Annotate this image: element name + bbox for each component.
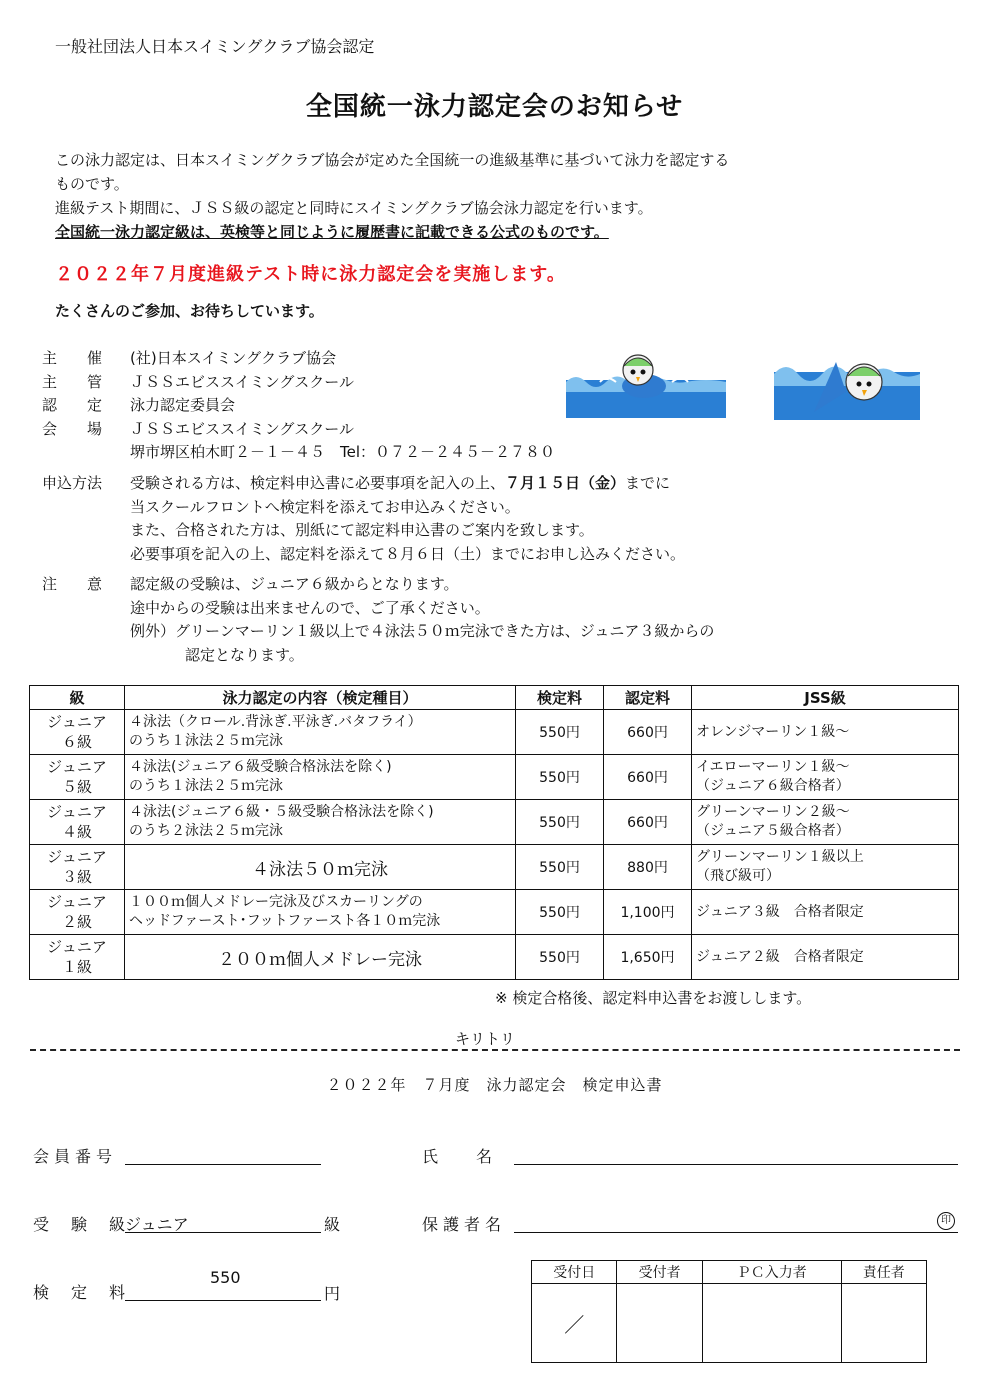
content-cell: ２００ｍ個人メドレー完泳 bbox=[125, 935, 516, 980]
exam-fee-field[interactable] bbox=[125, 1300, 321, 1301]
cert-fee-cell: 1,650円 bbox=[604, 935, 692, 980]
exam-fee-cell: 550円 bbox=[516, 935, 604, 980]
guardian-name-label: 保護者名 bbox=[422, 1215, 507, 1234]
seal-mark: 印 bbox=[937, 1212, 955, 1230]
receipt-date-header: 受付日 bbox=[532, 1261, 617, 1284]
receiver-header: 受付者 bbox=[617, 1261, 702, 1284]
grade-cell: ジュニア ５級 bbox=[30, 755, 125, 800]
intro-text bbox=[55, 148, 905, 244]
cert-fee-cell: 660円 bbox=[604, 755, 692, 800]
jss-grade-cell: ジュニア３級 合格者限定 bbox=[692, 890, 959, 935]
exam-fee-cell: 550円 bbox=[516, 890, 604, 935]
member-number-field[interactable] bbox=[125, 1164, 321, 1165]
notes bbox=[42, 573, 714, 667]
table-header-row bbox=[30, 686, 959, 710]
page-title: 全国統一泳力認定会のお知らせ bbox=[305, 92, 684, 122]
exam-fee-cell: 550円 bbox=[516, 845, 604, 890]
table-row bbox=[30, 845, 959, 890]
grade-cell: ジュニア ４級 bbox=[30, 800, 125, 845]
member-number-label: 会員番号 bbox=[33, 1147, 118, 1166]
cut-line bbox=[30, 1049, 960, 1051]
name-field[interactable] bbox=[514, 1164, 958, 1165]
certifier: 泳力認定委員会 bbox=[130, 396, 236, 414]
note-text: 認定級の受験は、ジュニア６級からとなります。 bbox=[130, 575, 459, 593]
exam-grade-label: 受 験 級 bbox=[33, 1215, 129, 1234]
announcement: ２０２２年７月度進級テスト時に泳力認定会を実施します。 bbox=[55, 264, 566, 285]
exam-fee-suffix: 円 bbox=[324, 1284, 346, 1303]
organization-label: 一般社団法人日本スイミングクラブ協会認定 bbox=[55, 37, 375, 56]
manager: ＪＳＳエビススイミングスクール bbox=[130, 372, 354, 391]
venue-label: 会 場 bbox=[42, 419, 103, 438]
column-header: JSS級 bbox=[692, 686, 959, 710]
exam-grade-suffix: 級 bbox=[324, 1215, 346, 1234]
intro-line: この泳力認定は、日本スイミングクラブ協会が定めた全国統一の進級基準に基づいて泳力を認定する bbox=[55, 151, 730, 169]
grade-cell: ジュニア １級 bbox=[30, 935, 125, 980]
receipt-table bbox=[531, 1260, 927, 1363]
manager-cell[interactable] bbox=[841, 1284, 926, 1363]
note-text: 途中からの受験は出来ませんので、ご了承ください。 bbox=[130, 598, 490, 617]
table-row bbox=[30, 890, 959, 935]
column-header: 級 bbox=[30, 686, 125, 710]
column-header: 泳力認定の内容（検定種目） bbox=[125, 686, 516, 710]
intro-line: 進級テスト期間に、ＪＳＳ級の認定と同時にスイミングクラブ協会泳力認定を行います。 bbox=[55, 199, 653, 217]
venue: ＪＳＳエビススイミングスクール bbox=[130, 419, 354, 438]
cutline-label: キリトリ bbox=[455, 1030, 516, 1048]
exam-fee-cell: 550円 bbox=[516, 755, 604, 800]
manager-label: 主 管 bbox=[42, 372, 103, 391]
notes-label: 注 意 bbox=[42, 575, 103, 593]
jss-grade-cell: グリーンマーリン１級以上 （飛び級可） bbox=[692, 845, 959, 890]
guardian-name-field[interactable] bbox=[514, 1232, 958, 1233]
swimming-mascot-right-illustration bbox=[774, 352, 920, 420]
swimming-mascot-left-illustration bbox=[566, 352, 726, 418]
table-row bbox=[30, 710, 959, 755]
application-text: までに bbox=[625, 474, 671, 492]
cert-fee-cell: 1,100円 bbox=[604, 890, 692, 935]
sponsor-label: 主 催 bbox=[42, 349, 103, 367]
cert-fee-cell: 660円 bbox=[604, 800, 692, 845]
content-cell: ４泳法５０ｍ完泳 bbox=[125, 845, 516, 890]
cert-fee-cell: 880円 bbox=[604, 845, 692, 890]
application-method bbox=[42, 472, 685, 566]
application-text: 受験される方は、検定料申込書に必要事項を記入の上、 bbox=[130, 474, 506, 492]
pc-input-cell[interactable] bbox=[702, 1284, 841, 1363]
jss-grade-cell: イエローマーリン１級～ （ジュニア６級合格者） bbox=[692, 755, 959, 800]
content-cell: ４泳法(ジュニア６級受験合格泳法を除く) のうち１泳法２５ｍ完泳 bbox=[125, 755, 516, 800]
intro-line: ものです。 bbox=[55, 175, 129, 193]
content-cell: ４泳法(ジュニア６級・５級受験合格泳法を除く) のうち２泳法２５ｍ完泳 bbox=[125, 800, 516, 845]
pc-input-header: ＰＣ入力者 bbox=[702, 1261, 841, 1284]
exam-fee-value: 550 bbox=[210, 1268, 241, 1287]
table-row bbox=[30, 800, 959, 845]
cert-fee-cell: 660円 bbox=[604, 710, 692, 755]
note-text: 例外）グリーンマーリン１級以上で４泳法５０ｍ完泳できた方は、ジュニア３級からの bbox=[130, 622, 715, 640]
exam-grade-field[interactable] bbox=[125, 1212, 321, 1233]
table-footnote: ※ 検定合格後、認定料申込書をお渡しします。 bbox=[495, 989, 812, 1007]
jss-grade-cell: グリーンマーリン２級～ （ジュニア５級合格者） bbox=[692, 800, 959, 845]
wait-message: たくさんのご参加、お待ちしています。 bbox=[55, 302, 324, 320]
grade-cell: ジュニア ２級 bbox=[30, 890, 125, 935]
column-header: 認定料 bbox=[604, 686, 692, 710]
application-text: 当スクールフロントへ検定料を添えてお申込みください。 bbox=[130, 497, 520, 516]
name-label: 氏 名 bbox=[422, 1147, 495, 1166]
exam-fee-cell: 550円 bbox=[516, 710, 604, 755]
receipt-date-cell[interactable] bbox=[532, 1284, 617, 1363]
receiver-cell[interactable] bbox=[617, 1284, 702, 1363]
application-label: 申込方法 bbox=[42, 474, 103, 492]
certifier-label: 認 定 bbox=[42, 396, 103, 414]
manager-header: 責任者 bbox=[841, 1261, 926, 1284]
application-text: 必要事項を記入の上、認定料を添えて８月６日（土）までにお申し込みください。 bbox=[130, 544, 686, 563]
grade-table bbox=[29, 685, 959, 980]
application-text: また、合格された方は、別紙にて認定料申込書のご案内を致します。 bbox=[130, 521, 594, 539]
date-slash: ／ bbox=[564, 1312, 585, 1337]
application-deadline: ７月１５日（金） bbox=[505, 474, 626, 492]
column-header: 検定料 bbox=[516, 686, 604, 710]
form-title: ２０２２年 ７月度 泳力認定会 検定申込書 bbox=[326, 1076, 663, 1094]
table-row bbox=[30, 755, 959, 800]
note-text: 認定となります。 bbox=[185, 645, 304, 664]
grade-cell: ジュニア ６級 bbox=[30, 710, 125, 755]
sponsor: (社)日本スイミングクラブ協会 bbox=[130, 349, 337, 367]
exam-fee-label: 検 定 料 bbox=[33, 1283, 129, 1302]
content-cell: ４泳法（クロール.背泳ぎ.平泳ぎ.バタフライ） のうち１泳法２５ｍ完泳 bbox=[125, 710, 516, 755]
venue-address: 堺市堺区柏木町２－１－４５ Tel：０７２－２４５－２７８０ bbox=[130, 443, 556, 461]
intro-emphasis: 全国統一泳力認定級は、英検等と同じように履歴書に記載できる公式のものです。 bbox=[55, 223, 609, 241]
jss-grade-cell: オレンジマーリン１級～ bbox=[692, 710, 959, 755]
content-cell: １００ｍ個人メドレー完泳及びスカーリングの ヘッドファースト･フットファースト各１０ｍ完泳 bbox=[125, 890, 516, 935]
exam-grade-value: ジュニア bbox=[125, 1215, 189, 1234]
exam-fee-cell: 550円 bbox=[516, 800, 604, 845]
grade-cell: ジュニア ３級 bbox=[30, 845, 125, 890]
jss-grade-cell: ジュニア２級 合格者限定 bbox=[692, 935, 959, 980]
table-row bbox=[30, 935, 959, 980]
event-info bbox=[42, 347, 555, 465]
